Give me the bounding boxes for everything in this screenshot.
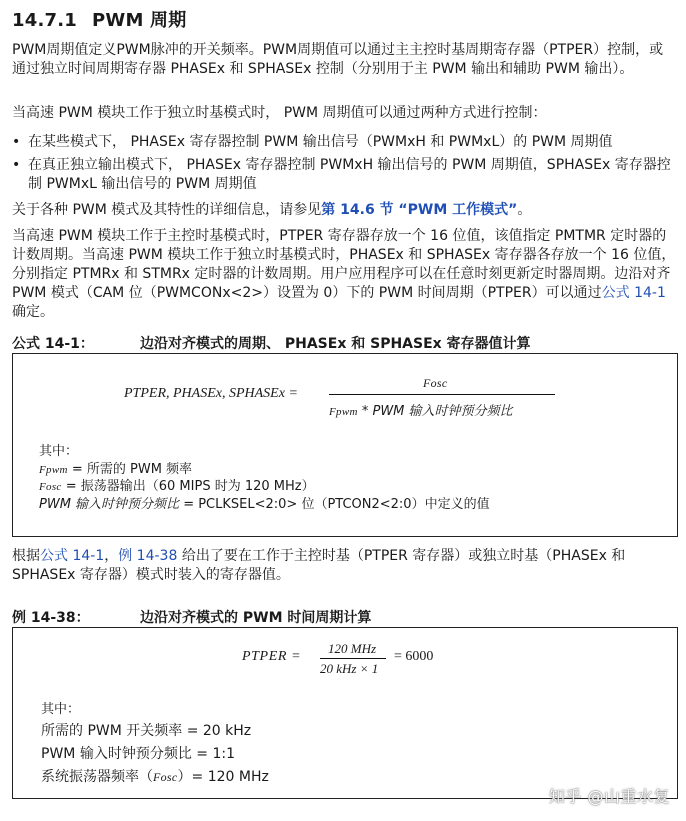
- master-timebase-text: 当高速 PWM 模块工作于主控时基模式时，PTPER 寄存器存放一个 16 位值，该值指定 PMTMR 定时器的计数周期。当高速 PWM 模块工作于独立时基模式时，PHASEx 和 SPHASEx 寄存器各存放一个 16 位值，分别指定 PTMRx 和 STMRx 定时器的计数周期。用户应用程序可以在任意时刻更新定时器周期。边沿对齐 PWM 模式（CAM 位（PWMCONx<2>）设置为 0）下的 PWM 时间周期（PTPER）可以通过: [12, 228, 676, 301]
- example-caption: [12, 609, 371, 627]
- equation-lhs: PTPER, PHASEx, SPHASEx =: [124, 386, 298, 401]
- section-number: 14.7.1: [12, 10, 77, 31]
- example-lhs: PTPER =: [242, 649, 302, 664]
- def-text: = PCLKSEL<2:0> 位（PTCON2<2:0）中定义的值: [183, 497, 490, 512]
- paragraph-master-timebase: [12, 227, 676, 322]
- paragraph-mode-reference: [12, 201, 676, 220]
- equation-denominator: [329, 400, 513, 419]
- oscillator-text: 系统振荡器频率（: [41, 769, 153, 785]
- comma: ，: [104, 548, 119, 564]
- bullet-dot: •: [12, 134, 21, 150]
- section-link[interactable]: 第 14.6 节 “PWM 工作模式”: [321, 202, 518, 218]
- equation-def-prescaler: [39, 493, 490, 512]
- bullet-dot: •: [12, 157, 21, 173]
- def-var: Fpwm: [39, 464, 68, 476]
- equation-label: 公式 14-1：: [12, 336, 94, 352]
- denominator-rest: * PWM 输入时钟预分频比: [361, 404, 513, 419]
- equation-title: 边沿对齐模式的周期、 PHASEx 和 SPHASEx 寄存器值计算: [140, 336, 531, 352]
- master-timebase-end: 确定。: [12, 304, 54, 320]
- bullet-text: 在某些模式下， PHASEx 寄存器控制 PWM 输出信号（PWMxH 和 PWMxL）的 PWM 周期值: [28, 134, 613, 150]
- example-line-frequency: 所需的 PWM 开关频率 = 20 kHz: [41, 723, 252, 739]
- oscillator-var: Fosc: [153, 770, 178, 784]
- def-text: = 所需的 PWM 频率: [71, 462, 193, 477]
- reference-text: 关于各种 PWM 模式及其特性的详细信息，请参见: [12, 202, 322, 218]
- example-denominator: 20 kHz × 1: [320, 661, 379, 676]
- oscillator-value: ）= 120 MHz: [177, 769, 269, 785]
- denominator-var: Fpwm: [329, 406, 358, 418]
- example-numerator: 120 MHz: [328, 641, 377, 656]
- paragraph-intro: PWM周期值定义PWM脉冲的开关频率。PWM周期值可以通过主主控时基周期寄存器（PTPER）控制，或通过独立时间周期寄存器 PHASEx 和 SPHASEx 控制（分别用于主 PWM 输出和辅助 PWM 输出）。: [12, 42, 664, 77]
- equation-box: [12, 353, 678, 537]
- watermark: 知乎 @山重水复: [548, 787, 670, 806]
- equation-link[interactable]: 公式 14-1: [601, 285, 666, 301]
- equation-numerator: Fosc: [423, 376, 448, 390]
- def-var: Fosc: [39, 481, 62, 493]
- equation-link[interactable]: 公式 14-1: [40, 548, 105, 564]
- example-line-prescaler: PWM 输入时钟预分频比 = 1:1: [41, 746, 235, 762]
- def-text: = 振荡器输出（60 MIPS 时为 120 MHz）: [65, 479, 315, 494]
- example-line-oscillator: [41, 766, 269, 786]
- def-var: PWM 输入时钟预分频比: [39, 497, 180, 512]
- example-intro-end: 给出了要在工作于主控时基（PTPER 寄存器）或独立时基（PHASEx 和 SPHASEx 寄存器）模式时装入的寄存器值。: [12, 548, 626, 583]
- example-intro-text: 根据: [12, 548, 40, 564]
- section-title: PWM 周期: [92, 10, 187, 31]
- equation-fraction-bar: [329, 394, 555, 395]
- reference-end: 。: [517, 202, 532, 218]
- equation-where: 其中：: [39, 444, 79, 459]
- equation-caption: [12, 335, 531, 353]
- example-box: [12, 627, 678, 799]
- example-where: 其中：: [41, 702, 81, 717]
- example-link[interactable]: 例 14-38: [118, 548, 178, 564]
- paragraph-independent-timebase: 当高速 PWM 模块工作于独立时基模式时， PWM 周期值可以通过两种方式进行控制：: [12, 105, 547, 121]
- example-label: 例 14-38：: [12, 610, 90, 626]
- example-result: = 6000: [394, 649, 434, 664]
- example-title: 边沿对齐模式的 PWM 时间周期计算: [140, 610, 372, 626]
- example-fraction-bar: [320, 658, 386, 659]
- section-heading: [12, 6, 186, 32]
- paragraph-example-intro: [12, 547, 676, 585]
- bullet-text: 在真正独立输出模式下， PHASEx 寄存器控制 PWMxH 输出信号的 PWM 周期值，SPHASEx 寄存器控制 PWMxL 输出信号的 PWM 周期值: [28, 157, 671, 192]
- equation-def-fosc: [39, 475, 315, 494]
